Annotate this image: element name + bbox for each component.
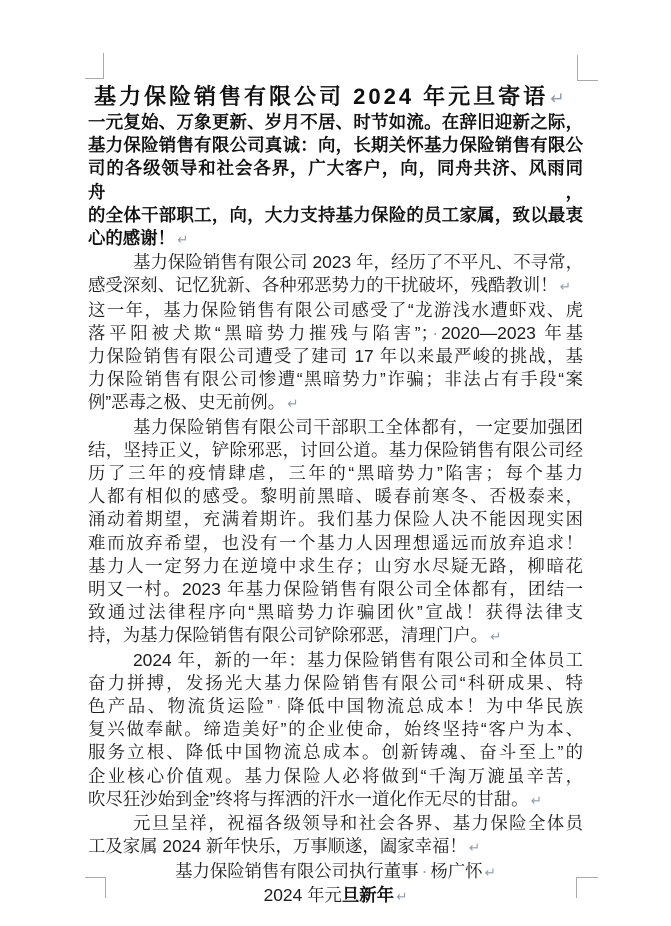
text-line [88,884,583,908]
text-line [88,368,583,391]
text-line [88,532,583,555]
text-run: 力保险销售有限公司遭受了建司 17 年以来最严峻的挑战，基 [88,346,583,367]
text-run: 色产品、物流货运险” [88,696,273,717]
return-mark-icon: ↵ [484,864,496,880]
text-line [88,485,583,508]
text-line [88,157,583,203]
return-mark-icon: ↵ [176,232,189,248]
paragraph-blessing [88,812,583,859]
text-line [88,274,583,298]
paragraph-greeting-lead [88,111,583,251]
paragraph-unity-resolve [88,416,583,649]
text-run: 奋力拼搏，发扬光大基力保险销售有限公司“科研成果、特 [88,672,583,693]
text-run: 2024 年，新的一年：基力保险销售有限公司和全体员工 [133,649,583,670]
text-line [88,345,583,368]
paragraph-title [94,84,583,111]
text-run: 工及家属 2024 新年快乐，万事顺遂，阖家幸福！ [88,836,467,857]
text-line [88,835,583,859]
text-run: 的全体干部职工，向，大力支持基力保险的员工家属，致以最衷 [88,204,583,225]
text-run: 2020—2023 年基 [441,322,583,343]
text-run: 力保险销售有限公司惨遭“黑暗势力”诈骗；非法占有手段“案 [88,369,583,390]
text-line [88,555,583,578]
text-line [88,416,583,439]
text-line [88,439,583,462]
text-line [88,672,583,695]
text-line [88,251,583,274]
text-run: 基力保险销售有限公司执行董事 [175,860,419,881]
text-run: 元旦呈祥，祝福各级领导和社会各界、基力保险全体员 [133,813,583,834]
text-line [88,718,583,741]
paragraph-new-year-2024 [88,649,583,812]
text-line [88,601,583,624]
text-line [88,462,583,485]
text-run: 落平阳被犬欺“黑暗势力摧残与陷害”； [88,322,430,343]
space-dot-icon: · [432,322,439,343]
text-run: 涌动着期望，充满着期许。我们基力保险人决不能因现实困 [88,509,583,530]
return-mark-icon: ↵ [396,888,408,904]
text-run: 降低中国物流总成本！为中华民族 [284,696,583,717]
return-mark-icon: ↵ [468,840,481,856]
text-run: 服务立根、降低中国物流总成本。创新铸魂、奋斗至上”的 [88,742,583,763]
text-line [88,788,583,812]
text-line [88,134,583,157]
return-mark-icon: ↵ [287,396,299,412]
text-line [88,695,583,718]
text-run: 感受深刻、记忆犹新、各种邪恶势力的干扰破坏，残酷教训！ [88,275,558,296]
text-line [88,860,583,884]
space-dot-icon: · [421,860,428,881]
text-run: 司的各级领导和社会各界，广大客户，向，同舟共济、风雨同舟， [88,158,583,202]
text-line [88,322,583,345]
text-run: 吹尽狂沙始到金”终将与挥洒的汗水一道化作无尽的甘甜。 [88,788,529,809]
text-line [88,391,583,415]
text-run: 持，为基力保险销售有限公司铲除邪恶，清理门户。 [88,625,488,646]
text-line [88,624,583,648]
text-run: 难而放弃希望，也没有一个基力人因理想遥远而放弃追求！ [88,532,583,553]
text-line [88,111,583,134]
paragraph-year-detail [88,299,583,416]
text-run: 心的感谢！ [88,228,175,249]
paragraph-date-line [88,884,583,908]
return-mark-icon: ↵ [530,792,542,808]
text-line [88,227,583,251]
text-line [88,812,583,835]
space-dot-icon: · [275,696,282,717]
text-run: 结，坚持正义，铲除邪恶，讨回公道。基力保险销售有限公司经 [88,439,583,460]
text-line [88,578,583,601]
text-line [88,299,583,322]
text-run: 致通过法律程序向“黑暗势力诈骗团伙”宣战！获得法律支 [88,602,583,623]
return-mark-icon: ↵ [490,629,502,645]
text-run: 企业核心价值观。基力保险人必将做到“千淘万漉虽辛苦， [88,765,583,786]
text-run: 2024 年元 [263,884,342,905]
text-run: 一元复始、万象更新、岁月不居、时节如流。在辞旧迎新之际， [88,112,583,132]
text-run: 基力保险销售有限公司 2023 年，经历了不平凡、不寻常， [133,252,583,273]
text-run: 复兴做奉献。缔造美好”的企业使命，始终坚持“客户为本、 [88,719,583,740]
text-run: 基力保险销售有限公司 2024 年元旦寄语 [94,84,549,109]
paragraph-signature [88,860,583,884]
text-line [88,649,583,672]
text-run: 旦新年 [341,884,395,905]
text-line [88,765,583,788]
crop-mark-top-left-icon [85,53,104,79]
text-run: 例”恶毒之极、史无前例。 [88,392,286,413]
crop-mark-top-right-icon [577,55,598,81]
text-run: 基力人一定努力在逆境中求生存；山穷水尽疑无路，柳暗花 [88,555,583,576]
text-run: 基力保险销售有限公司真诚：向，长期关怀基力保险销售有限公 [88,135,583,156]
text-run: 基力保险销售有限公司干部职工全体都有，一定要加强团 [133,416,583,437]
text-run: 人都有相似的感受。黎明前黑暗、暖春前寒冬、否极泰来， [88,486,583,507]
text-line [88,741,583,764]
text-line [88,508,583,531]
document-content[interactable] [88,84,583,908]
return-mark-icon: ↵ [550,88,565,108]
paragraph-review-2023 [88,251,583,298]
text-run: 杨广怀 [430,860,483,881]
text-line [94,84,583,111]
text-run: 明又一村。2023 年基力保险销售有限公司全体都有，团结一 [88,579,583,600]
text-run: 这一年，基力保险销售有限公司感受了“龙游浅水遭虾戏、虎 [88,299,583,320]
text-run: 历了三年的疫情肆虐，三年的“黑暗势力”陷害；每个基力 [88,463,583,484]
text-line [88,204,583,227]
return-mark-icon: ↵ [559,279,571,295]
